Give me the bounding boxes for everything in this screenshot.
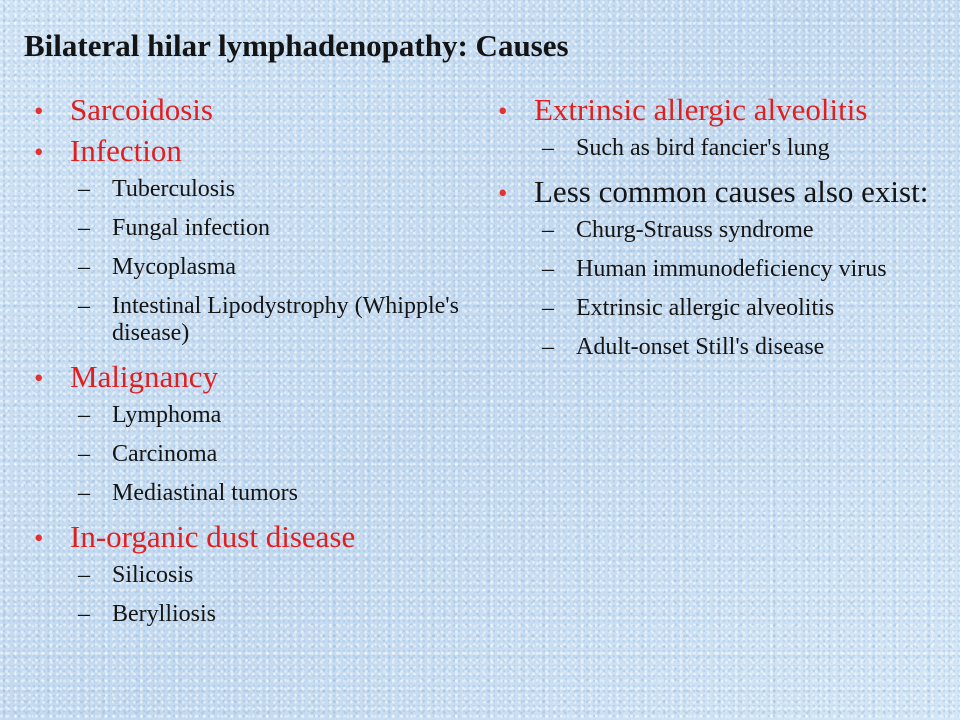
left-column bbox=[34, 92, 464, 640]
cause-item-malignancy bbox=[34, 359, 464, 507]
sub-item bbox=[70, 293, 464, 347]
sub-item-text: Fungal infection bbox=[112, 215, 270, 241]
cause-label: Sarcoidosis bbox=[70, 92, 213, 127]
dash-icon: – bbox=[78, 176, 90, 202]
sub-item bbox=[70, 402, 464, 429]
sub-list bbox=[70, 402, 464, 507]
sub-item bbox=[70, 562, 464, 589]
sub-item bbox=[70, 215, 464, 242]
sub-item-text: Extrinsic allergic alveolitis bbox=[576, 295, 835, 321]
sub-item-text: Human immunodeficiency virus bbox=[576, 256, 887, 282]
cause-item-extrinsic-allergic-alveolitis bbox=[498, 92, 938, 162]
cause-label: Extrinsic allergic alveolitis bbox=[534, 92, 868, 127]
sub-item-text: Mycoplasma bbox=[112, 254, 236, 280]
bullet-icon: • bbox=[34, 523, 44, 553]
dash-icon: – bbox=[78, 562, 90, 588]
cause-item-infection bbox=[34, 133, 464, 347]
cause-item-less-common bbox=[498, 174, 938, 361]
sub-item-text: Tuberculosis bbox=[112, 176, 236, 202]
dash-icon: – bbox=[542, 256, 554, 282]
sub-item-text: Lymphoma bbox=[112, 402, 222, 428]
slide-title: Bilateral hilar lymphadenopathy: Causes bbox=[24, 28, 569, 63]
sub-item-text: Such as bird fancier's lung bbox=[576, 135, 830, 161]
cause-label: In-organic dust disease bbox=[70, 519, 356, 554]
dash-icon: – bbox=[78, 402, 90, 428]
sub-item-text: Adult-onset Still's disease bbox=[576, 334, 825, 360]
sub-item bbox=[534, 295, 938, 322]
dash-icon: – bbox=[78, 480, 90, 506]
dash-icon: – bbox=[542, 295, 554, 321]
dash-icon: – bbox=[542, 334, 554, 360]
bullet-icon: • bbox=[498, 96, 508, 126]
dash-icon: – bbox=[78, 293, 90, 319]
bullet-icon: • bbox=[498, 178, 508, 208]
sub-item bbox=[70, 176, 464, 203]
sub-item bbox=[70, 480, 464, 507]
sub-item bbox=[534, 135, 938, 162]
dash-icon: – bbox=[542, 135, 554, 161]
dash-icon: – bbox=[78, 601, 90, 627]
sub-item-text: Intestinal Lipodystrophy (Whipple's disease) bbox=[112, 293, 459, 346]
sub-item bbox=[534, 256, 938, 283]
sub-item bbox=[534, 217, 938, 244]
sub-item bbox=[70, 441, 464, 468]
sub-item-text: Churg-Strauss syndrome bbox=[576, 217, 814, 243]
sub-list bbox=[70, 176, 464, 347]
cause-label: Malignancy bbox=[70, 359, 219, 394]
bullet-icon: • bbox=[34, 96, 44, 126]
sub-item bbox=[534, 334, 938, 361]
dash-icon: – bbox=[78, 254, 90, 280]
sub-list bbox=[70, 562, 464, 628]
dash-icon: – bbox=[78, 215, 90, 241]
sub-item bbox=[70, 601, 464, 628]
sub-list bbox=[534, 135, 938, 162]
right-column bbox=[498, 92, 938, 373]
dash-icon: – bbox=[78, 441, 90, 467]
sub-item-text: Carcinoma bbox=[112, 441, 218, 467]
sub-item-text: Silicosis bbox=[112, 562, 194, 588]
bullet-icon: • bbox=[34, 363, 44, 393]
dash-icon: – bbox=[542, 217, 554, 243]
sub-item-text: Mediastinal tumors bbox=[112, 480, 298, 506]
cause-item-inorganic-dust bbox=[34, 519, 464, 628]
sub-list bbox=[534, 217, 938, 361]
cause-item-sarcoidosis bbox=[34, 92, 464, 127]
cause-label: Infection bbox=[70, 133, 182, 168]
bullet-icon: • bbox=[34, 137, 44, 167]
sub-item bbox=[70, 254, 464, 281]
sub-item-text: Berylliosis bbox=[112, 601, 217, 627]
cause-label: Less common causes also exist: bbox=[534, 174, 929, 209]
